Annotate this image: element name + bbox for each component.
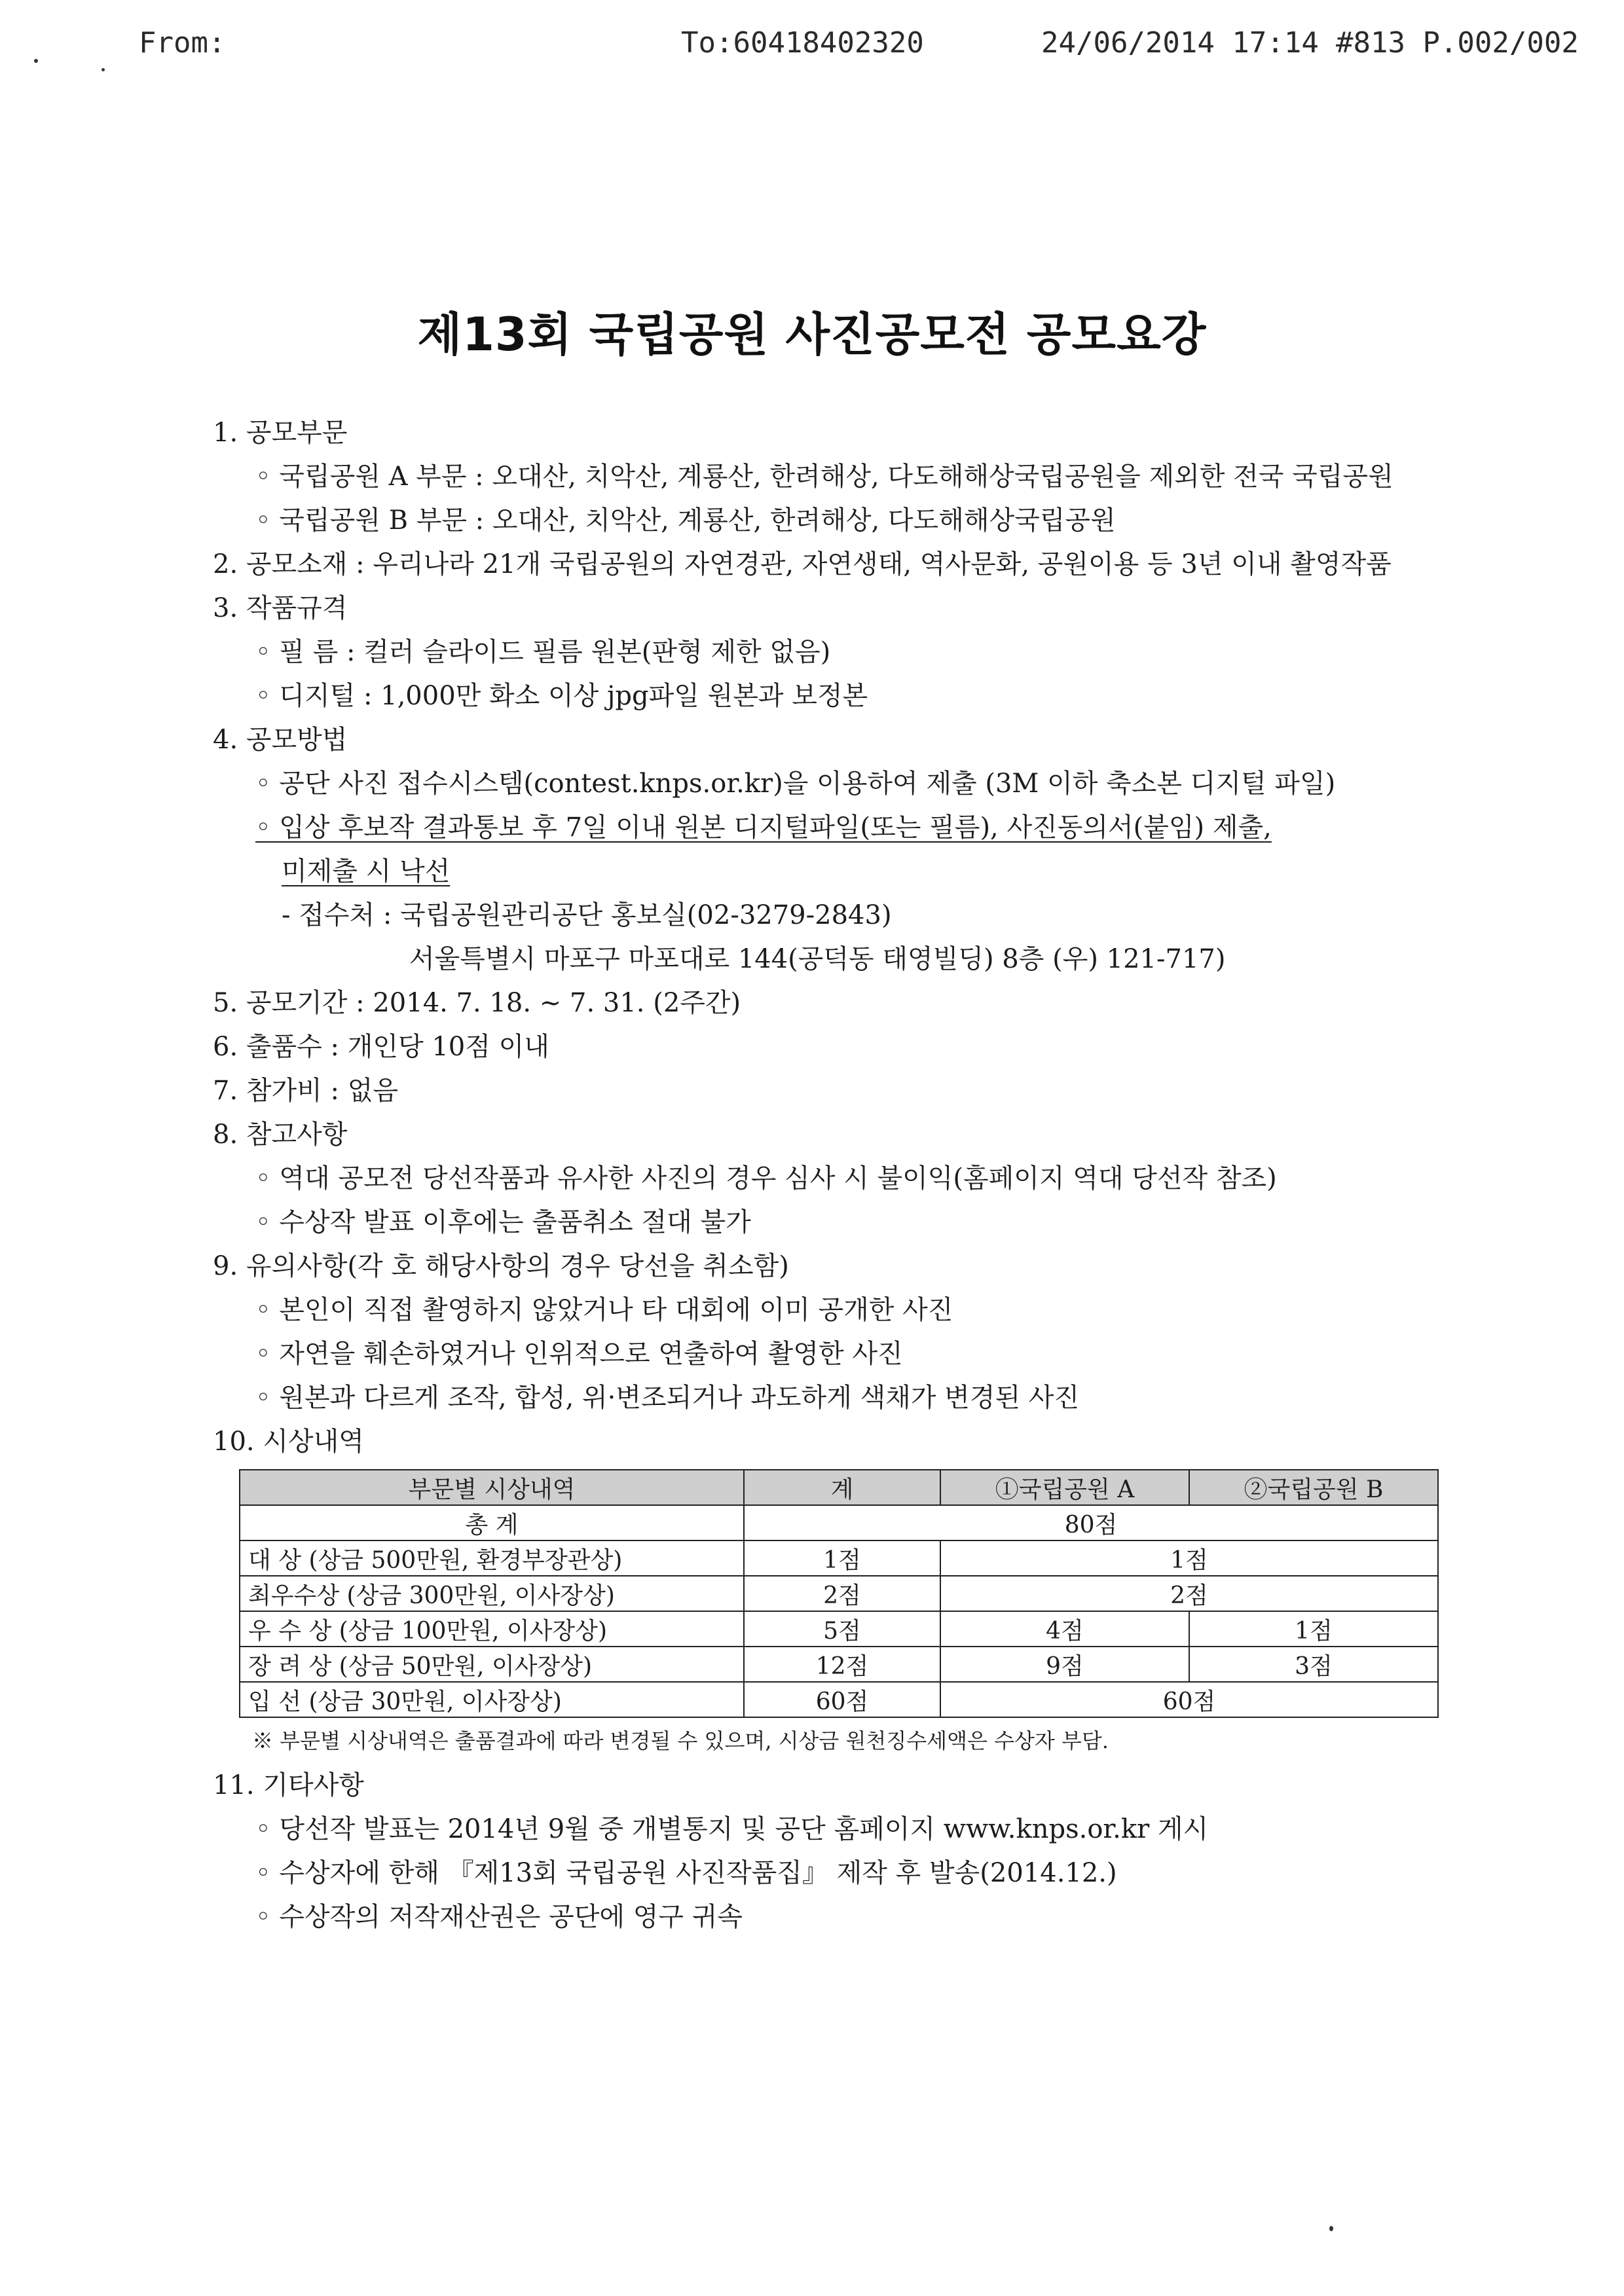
section-4-item: ◦ 공단 사진 접수시스템(contest.knps.or.kr)을 이용하여 제출 (3M 이하 축소본 디지털 파일)	[255, 769, 1336, 799]
document-title: 제13회 국립공원 사진공모전 공모요강	[417, 308, 1207, 361]
prize-total: 60점	[744, 1682, 940, 1717]
prize-total: 5점	[744, 1611, 940, 1647]
section-8-item: ◦ 수상작 발표 이후에는 출품취소 절대 불가	[255, 1207, 751, 1237]
section-8-item: ◦ 역대 공모전 당선작품과 유사한 사진의 경우 심사 시 불이익(홈페이지 역대 당선작 참조)	[255, 1163, 1277, 1194]
section-1-item: ◦ 국립공원 A 부문 : 오대산, 치악산, 계룡산, 한려해상, 다도해해상국립공원을 제외한 전국 국립공원	[255, 462, 1393, 492]
total-value: 80점	[744, 1505, 1438, 1540]
prize-merged: 1점	[940, 1540, 1438, 1576]
header-park-a: ①국립공원 A	[940, 1470, 1189, 1505]
prize-table	[239, 1469, 1439, 1718]
section-7-heading: 7. 참가비 : 없음	[213, 1076, 398, 1106]
fax-page-number: #813 P.002/002	[1336, 26, 1579, 60]
prize-label: 장 려 상 (상금 50만원, 이사장상)	[240, 1647, 744, 1682]
section-11-item: ◦ 수상자에 한해 『제13회 국립공원 사진작품집』 제작 후 발송(2014.12.)	[255, 1858, 1117, 1888]
section-9-item: ◦ 자연을 훼손하였거나 인위적으로 연출하여 촬영한 사진	[255, 1339, 903, 1369]
fax-datetime: 24/06/2014 17:14	[1041, 26, 1319, 60]
prize-park-a: 9점	[940, 1647, 1189, 1682]
section-3-heading: 3. 작품규격	[213, 593, 348, 623]
prize-label: 대 상 (상금 500만원, 환경부장관상)	[240, 1540, 744, 1576]
prize-row	[240, 1647, 1438, 1682]
prize-total: 2점	[744, 1576, 940, 1611]
fax-to: To:60418402320	[681, 26, 924, 60]
header-total: 계	[744, 1470, 940, 1505]
section-3-item: ◦ 필 름 : 컬러 슬라이드 필름 원본(판형 제한 없음)	[255, 637, 831, 667]
prize-row	[240, 1682, 1438, 1717]
prize-park-a: 4점	[940, 1611, 1189, 1647]
section-4-underlined-notice-cont	[213, 850, 1483, 894]
section-4-underlined-notice	[213, 806, 1483, 850]
underlined-notice-line2: 미제출 시 낙선	[282, 856, 451, 886]
section-4-heading: 4. 공모방법	[213, 725, 348, 755]
header-park-b: ②국립공원 B	[1189, 1470, 1438, 1505]
section-11-item: ◦ 당선작 발표는 2014년 9월 중 개별통지 및 공단 홈페이지 www.knps.or.kr 게시	[255, 1814, 1209, 1844]
prize-table-wrapper	[239, 1469, 1437, 1718]
prize-total: 1점	[744, 1540, 940, 1576]
section-1-heading: 1. 공모부문	[213, 418, 348, 448]
section-10-heading: 10. 시상내역	[213, 1427, 364, 1457]
header-category: 부문별 시상내역	[240, 1470, 744, 1505]
section-2-heading: 2. 공모소재 : 우리나라 21개 국립공원의 자연경관, 자연생태, 역사문화, 공원이용 등 3년 이내 촬영작품	[213, 549, 1392, 579]
section-8-heading: 8. 참고사항	[213, 1120, 348, 1150]
fax-from: From:	[139, 26, 226, 60]
scan-speck	[1329, 2226, 1333, 2231]
fax-header	[0, 20, 1624, 72]
underlined-notice-line1: ◦ 입상 후보작 결과통보 후 7일 이내 원본 디지털파일(또는 필름), 사진동의서(붙임) 제출,	[255, 812, 1272, 843]
prize-table-header-row	[240, 1470, 1438, 1505]
prize-park-b: 1점	[1189, 1611, 1438, 1647]
prize-row	[240, 1576, 1438, 1611]
prize-merged: 2점	[940, 1576, 1438, 1611]
section-11-heading: 11. 기타사항	[213, 1770, 364, 1800]
section-9-item: ◦ 본인이 직접 촬영하지 않았거나 타 대회에 이미 공개한 사진	[255, 1295, 953, 1325]
section-6-heading: 6. 출품수 : 개인당 10점 이내	[213, 1032, 549, 1062]
prize-row	[240, 1611, 1438, 1647]
prize-row	[240, 1540, 1438, 1576]
reception-address: 서울특별시 마포구 마포대로 144(공덕동 태영빌딩) 8층 (우) 121-717)	[409, 944, 1226, 974]
section-5-heading: 5. 공모기간 : 2014. 7. 18. ~ 7. 31. (2주간)	[213, 988, 741, 1018]
prize-label: 입 선 (상금 30만원, 이사장상)	[240, 1682, 744, 1717]
prize-total-row	[240, 1505, 1438, 1540]
prize-label: 최우수상 (상금 300만원, 이사장상)	[240, 1576, 744, 1611]
scan-speck	[101, 68, 105, 71]
prize-total: 12점	[744, 1647, 940, 1682]
total-label: 총 계	[240, 1505, 744, 1540]
reception-office: - 접수처 : 국립공원관리공단 홍보실(02-3279-2843)	[282, 900, 892, 930]
prize-park-b: 3점	[1189, 1647, 1438, 1682]
document-body	[213, 411, 1483, 1939]
section-3-item: ◦ 디지털 : 1,000만 화소 이상 jpg파일 원본과 보정본	[255, 681, 868, 711]
prize-table-note: ※ 부문별 시상내역은 출품결과에 따라 변경될 수 있으며, 시상금 원천징수세액은 수상자 부담.	[252, 1728, 1109, 1753]
section-11-item: ◦ 수상작의 저작재산권은 공단에 영구 귀속	[255, 1902, 743, 1932]
section-1-item: ◦ 국립공원 B 부문 : 오대산, 치악산, 계룡산, 한려해상, 다도해해상국립공원	[255, 505, 1116, 536]
section-9-item: ◦ 원본과 다르게 조작, 합성, 위·변조되거나 과도하게 색채가 변경된 사진	[255, 1383, 1080, 1413]
scan-speck	[34, 59, 38, 63]
prize-merged: 60점	[940, 1682, 1438, 1717]
section-9-heading: 9. 유의사항(각 호 해당사항의 경우 당선을 취소함)	[213, 1251, 789, 1281]
prize-label: 우 수 상 (상금 100만원, 이사장상)	[240, 1611, 744, 1647]
